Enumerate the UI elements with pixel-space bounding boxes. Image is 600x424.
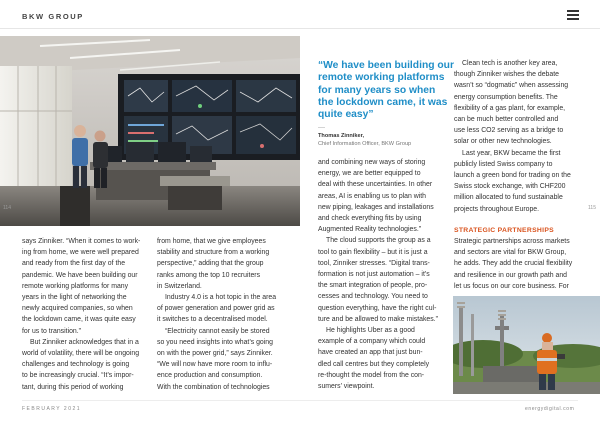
article-line: He highlights Uber as a good (326, 327, 415, 335)
pull-quote-line: quite easy” (318, 109, 374, 121)
article-line: ence production and consumption. (157, 372, 263, 380)
article-line: Clean tech is another key area, (462, 60, 558, 67)
article-line: Last year, BKW became the first (462, 149, 561, 157)
header-divider (0, 28, 600, 29)
article-line: Augmented Reality technologies.” (318, 226, 422, 234)
article-line: from home, that we give employees (157, 238, 266, 245)
article-line: wasn’t so “dogmatic” when assessing (454, 82, 569, 90)
article-line: With the combination of technologies (157, 383, 270, 391)
article-line: perspective,” adding that the group (157, 260, 264, 268)
article-column-3 (318, 157, 438, 392)
pull-quote-line: remote working platforms (318, 72, 445, 84)
article-line: stability and structure from a working (157, 249, 270, 257)
article-line: so you need insights into what’s going (157, 338, 273, 346)
article-line: publicly listed Swiss company to (454, 160, 553, 168)
article-line: question everything, have the right cul- (318, 304, 437, 312)
article-line: “Electricity cannot easily be stored (165, 327, 270, 335)
field-engineer-photo (453, 296, 600, 394)
article-line: The cloud supports the group as a (326, 237, 431, 245)
pull-quote-line: “We have been building our (318, 60, 454, 71)
article-line: ranks among the top 10 recruiters (157, 271, 261, 279)
article-column-1 (22, 236, 140, 393)
page-number-left: 114 (3, 205, 11, 211)
article-line: of power generation and power grid as (157, 305, 275, 313)
article-line: energy consumption benefits. The (454, 93, 558, 101)
article-line: the lockdown came, it was quite easy (22, 316, 136, 324)
article-line: million allocated to fund sustainable (454, 194, 563, 202)
article-line: for us to transition.” (22, 327, 81, 335)
article-line: deal with these uncertainties. In other (318, 181, 433, 189)
article-line: pandemic. We have been building our (22, 271, 138, 279)
article-line: can be much better controlled and (454, 116, 559, 124)
article-line: remote working platforms for many (22, 282, 129, 290)
article-line: and ready from the first day of the (22, 260, 126, 268)
article-line: he adds. They add the crucial flexibility (454, 260, 573, 268)
article-line: world of volatility, there will be ongoing (22, 350, 140, 358)
article-line: on with the power grid,” says Zinniker. (157, 350, 273, 358)
article-line: “We will now have more room to influ- (157, 361, 273, 369)
article-line: and combining new ways of storing (318, 159, 426, 166)
article-line: new piping, leakages and installations (318, 203, 434, 211)
article-line: tool to gain flexibility – but it is just a (318, 248, 428, 256)
article-line: challenges and technology is going (22, 361, 130, 369)
pull-quote-author: Thomas Zinniker, (318, 133, 365, 139)
article-line: tant, during this period of working (22, 383, 124, 391)
article-line: and resilience in our growth path and (454, 271, 568, 279)
article-column-2 (157, 236, 276, 393)
control-room-photo (0, 36, 300, 226)
article-line: and sectors are vital for BKW Group, (454, 249, 567, 257)
article-line: to be increasingly crucial. “It’s impor- (22, 372, 134, 380)
pull-quote-line: the lockdown came, it was (318, 96, 448, 108)
article-line: projects throughout Europe. (454, 205, 540, 213)
article-line: flexibility of a gas plant, for example, (454, 104, 566, 112)
pull-quote (318, 60, 454, 121)
article-line: areas, AI is enabling us to plan with (318, 192, 427, 200)
article-column-4-continued (454, 236, 572, 292)
article-line: energy, we are better equipped to (318, 170, 421, 178)
article-line: newly acquired companies, so when (22, 305, 133, 313)
article-line: But Zinniker acknowledges that in a (30, 338, 139, 346)
article-line: though Zinniker wishes the debate (454, 71, 559, 79)
article-line: ing from home, we were well prepared (22, 249, 139, 257)
article-line: it switches to a decentralised model. (157, 316, 268, 324)
section-subheading: STRATEGIC PARTNERSHIPS (454, 227, 554, 234)
article-line: years in the light of networking the (22, 294, 127, 302)
issue-date: FEBRUARY 2021 (22, 406, 82, 412)
pull-quote-dash: — (318, 124, 325, 131)
pull-quote-author-role: Chief Information Officer, BKW Group (318, 141, 412, 147)
article-line: use less CO2 serving as a bridge to (454, 127, 564, 135)
article-line: and check everything fits by using (318, 215, 422, 223)
magazine-brand: BKW GROUP (22, 12, 84, 21)
article-line: sumers’ viewpoint. (318, 383, 375, 391)
article-line: tool, Zinniker stresses. “Digital trans- (318, 259, 430, 267)
article-line: launch a green bond for trading on the (454, 172, 571, 180)
article-line: says Zinniker. “When it comes to work- (22, 238, 141, 245)
article-line: have created an app that just bun- (318, 349, 423, 357)
article-line: formation is not just automation – it’s (318, 271, 430, 279)
article-line: in Switzerland. (157, 282, 202, 290)
article-line: re-thought the model from the con- (318, 371, 425, 379)
article-line: solar or other new technologies. (454, 138, 552, 146)
article-line: Swiss stock exchange, with CHF200 (454, 183, 566, 191)
article-line: the smart integration of people, pro- (318, 282, 428, 290)
article-line: dled call centres but they completely (318, 360, 430, 368)
page-number-right: 115 (588, 205, 596, 211)
article-line: Industry 4.0 is a hot topic in the area (165, 294, 277, 302)
article-line: ture and be allowed to make mistakes.” (318, 315, 438, 323)
article-line: example of a company which could (318, 338, 426, 346)
hamburger-menu-icon[interactable] (567, 10, 579, 20)
article-line: cesses and technology. You need to (318, 293, 428, 301)
pull-quote-line: for many years so when (318, 84, 436, 96)
article-line: Strategic partnerships across markets (454, 238, 570, 245)
footer-divider (22, 400, 578, 401)
article-line: let us focus on our core business. For (454, 282, 569, 290)
article-column-4 (454, 58, 571, 215)
website-link[interactable]: energydigital.com (525, 406, 575, 412)
